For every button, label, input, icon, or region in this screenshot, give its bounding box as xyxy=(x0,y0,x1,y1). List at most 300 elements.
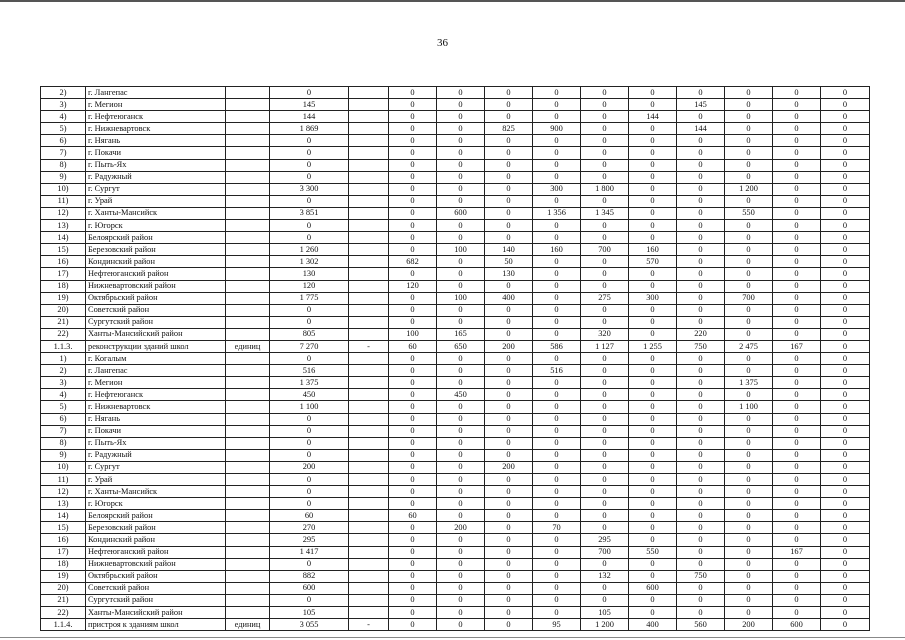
value-cell: 0 xyxy=(485,413,533,425)
value-cell xyxy=(349,534,389,546)
value-cell: 0 xyxy=(533,558,581,570)
value-cell: 0 xyxy=(485,353,533,365)
value-cell: 0 xyxy=(533,425,581,437)
value-cell: 0 xyxy=(270,171,349,183)
value-cell: 0 xyxy=(533,437,581,449)
value-cell: 0 xyxy=(485,607,533,619)
value-cell: 0 xyxy=(773,534,821,546)
value-cell: 516 xyxy=(533,365,581,377)
value-cell: 0 xyxy=(629,87,677,99)
value-cell: 0 xyxy=(581,558,629,570)
value-cell: 0 xyxy=(773,449,821,461)
value-cell: 600 xyxy=(270,582,349,594)
value-cell: 0 xyxy=(389,449,437,461)
value-cell: 0 xyxy=(629,594,677,606)
value-cell: 0 xyxy=(821,413,870,425)
value-cell: 0 xyxy=(270,413,349,425)
value-cell: 0 xyxy=(821,461,870,473)
value-cell: 0 xyxy=(581,474,629,486)
value-cell: 0 xyxy=(533,159,581,171)
value-cell: 0 xyxy=(821,304,870,316)
table-row xyxy=(41,594,870,606)
value-cell: 1 127 xyxy=(581,340,629,352)
value-cell: 0 xyxy=(821,195,870,207)
row-number-cell: 14) xyxy=(41,510,86,522)
table-row xyxy=(41,619,870,631)
row-number-cell: 12) xyxy=(41,207,86,219)
value-cell: 0 xyxy=(821,232,870,244)
value-cell: 0 xyxy=(581,510,629,522)
value-cell: 165 xyxy=(437,328,485,340)
row-number-cell: 15) xyxy=(41,244,86,256)
value-cell: 0 xyxy=(773,207,821,219)
value-cell: 0 xyxy=(773,558,821,570)
table-row xyxy=(41,111,870,123)
value-cell: 0 xyxy=(821,558,870,570)
value-cell: 1 100 xyxy=(270,401,349,413)
value-cell: 0 xyxy=(485,522,533,534)
value-cell: 0 xyxy=(270,304,349,316)
value-cell: 0 xyxy=(270,135,349,147)
value-cell: 0 xyxy=(725,316,773,328)
value-cell: 0 xyxy=(533,268,581,280)
value-cell: 0 xyxy=(437,135,485,147)
value-cell: 0 xyxy=(821,292,870,304)
value-cell: 0 xyxy=(533,401,581,413)
value-cell xyxy=(349,522,389,534)
value-cell xyxy=(349,232,389,244)
value-cell xyxy=(349,244,389,256)
value-cell: 0 xyxy=(533,607,581,619)
table-row xyxy=(41,486,870,498)
value-cell xyxy=(349,425,389,437)
row-label-cell: пристроя к зданиям школ xyxy=(86,619,226,631)
row-label-cell: г. Нижневартовск xyxy=(86,401,226,413)
value-cell xyxy=(226,195,270,207)
value-cell: 0 xyxy=(533,449,581,461)
row-label-cell: г. Лангепас xyxy=(86,365,226,377)
value-cell xyxy=(226,594,270,606)
table-row xyxy=(41,353,870,365)
value-cell: 0 xyxy=(677,594,725,606)
value-cell: 3 300 xyxy=(270,183,349,195)
value-cell: 1 200 xyxy=(725,183,773,195)
value-cell: 0 xyxy=(437,558,485,570)
value-cell: 0 xyxy=(389,570,437,582)
value-cell: 0 xyxy=(725,558,773,570)
value-cell xyxy=(349,87,389,99)
value-cell xyxy=(349,486,389,498)
row-label-cell: Кондинский район xyxy=(86,256,226,268)
value-cell: 0 xyxy=(581,582,629,594)
row-label-cell: Нижневартовский район xyxy=(86,558,226,570)
value-cell: 0 xyxy=(389,522,437,534)
row-label-cell: г. Пыть-Ях xyxy=(86,437,226,449)
row-number-cell: 13) xyxy=(41,498,86,510)
value-cell: 0 xyxy=(389,316,437,328)
value-cell: 0 xyxy=(485,582,533,594)
value-cell: 0 xyxy=(389,365,437,377)
value-cell: 0 xyxy=(437,486,485,498)
value-cell: 0 xyxy=(725,268,773,280)
value-cell: 0 xyxy=(629,522,677,534)
value-cell: 275 xyxy=(581,292,629,304)
row-label-cell: Кондинский район xyxy=(86,534,226,546)
table-row xyxy=(41,328,870,340)
value-cell: 0 xyxy=(629,377,677,389)
value-cell: единиц xyxy=(226,340,270,352)
value-cell: 0 xyxy=(677,268,725,280)
value-cell: 0 xyxy=(821,268,870,280)
row-number-cell: 5) xyxy=(41,123,86,135)
value-cell: 0 xyxy=(821,377,870,389)
value-cell: 0 xyxy=(581,486,629,498)
value-cell: 0 xyxy=(821,340,870,352)
value-cell: 295 xyxy=(581,534,629,546)
value-cell xyxy=(226,135,270,147)
value-cell xyxy=(349,111,389,123)
value-cell: 0 xyxy=(725,87,773,99)
row-label-cell: г. Урай xyxy=(86,195,226,207)
value-cell: 0 xyxy=(821,389,870,401)
row-number-cell: 8) xyxy=(41,437,86,449)
table-row xyxy=(41,207,870,219)
table-row xyxy=(41,280,870,292)
table-row xyxy=(41,316,870,328)
value-cell: 0 xyxy=(533,256,581,268)
value-cell: 0 xyxy=(533,232,581,244)
value-cell: 1 100 xyxy=(725,401,773,413)
value-cell xyxy=(226,461,270,473)
value-cell: 0 xyxy=(270,594,349,606)
value-cell: 0 xyxy=(725,232,773,244)
value-cell xyxy=(226,268,270,280)
value-cell: 2 475 xyxy=(725,340,773,352)
value-cell: 0 xyxy=(485,474,533,486)
value-cell: 0 xyxy=(725,425,773,437)
value-cell: 105 xyxy=(581,607,629,619)
value-cell: 0 xyxy=(485,195,533,207)
value-cell: - xyxy=(349,619,389,631)
value-cell: 167 xyxy=(773,340,821,352)
value-cell: 0 xyxy=(270,498,349,510)
table-row xyxy=(41,546,870,558)
value-cell: 0 xyxy=(437,607,485,619)
value-cell: 0 xyxy=(821,171,870,183)
value-cell xyxy=(226,474,270,486)
value-cell: 0 xyxy=(677,486,725,498)
value-cell xyxy=(349,195,389,207)
value-cell xyxy=(349,292,389,304)
value-cell: 0 xyxy=(773,87,821,99)
table-row xyxy=(41,401,870,413)
value-cell: 60 xyxy=(389,510,437,522)
row-label-cell: г. Мегион xyxy=(86,99,226,111)
value-cell: 100 xyxy=(437,244,485,256)
value-cell: 105 xyxy=(270,607,349,619)
row-label-cell: Ханты-Мансийский район xyxy=(86,328,226,340)
value-cell: 0 xyxy=(389,546,437,558)
value-cell xyxy=(349,413,389,425)
value-cell: 0 xyxy=(437,232,485,244)
table-row xyxy=(41,570,870,582)
value-cell: 0 xyxy=(389,304,437,316)
value-cell xyxy=(349,498,389,510)
value-cell: 0 xyxy=(437,534,485,546)
value-cell: 0 xyxy=(485,171,533,183)
value-cell: 1 302 xyxy=(270,256,349,268)
row-number-cell: 19) xyxy=(41,292,86,304)
value-cell: 1 345 xyxy=(581,207,629,219)
row-number-cell: 7) xyxy=(41,425,86,437)
value-cell: 0 xyxy=(677,256,725,268)
value-cell: 0 xyxy=(270,474,349,486)
row-number-cell: 21) xyxy=(41,594,86,606)
value-cell: 0 xyxy=(773,437,821,449)
value-cell xyxy=(226,546,270,558)
value-cell xyxy=(349,461,389,473)
value-cell: 0 xyxy=(437,449,485,461)
value-cell: 0 xyxy=(389,123,437,135)
value-cell: 0 xyxy=(677,413,725,425)
value-cell: 0 xyxy=(270,232,349,244)
table-row xyxy=(41,232,870,244)
value-cell xyxy=(349,123,389,135)
value-cell: 0 xyxy=(485,486,533,498)
row-label-cell: г. Сургут xyxy=(86,461,226,473)
value-cell: 0 xyxy=(725,594,773,606)
value-cell: 160 xyxy=(533,244,581,256)
row-number-cell: 3) xyxy=(41,99,86,111)
table-row xyxy=(41,498,870,510)
value-cell: 0 xyxy=(389,461,437,473)
value-cell: 0 xyxy=(773,377,821,389)
row-number-cell: 20) xyxy=(41,582,86,594)
value-cell: 0 xyxy=(629,316,677,328)
value-cell xyxy=(226,437,270,449)
row-label-cell: г. Когалым xyxy=(86,353,226,365)
table-row xyxy=(41,183,870,195)
value-cell: 0 xyxy=(389,582,437,594)
value-cell: 0 xyxy=(677,461,725,473)
value-cell: 0 xyxy=(437,401,485,413)
value-cell: 200 xyxy=(485,340,533,352)
value-cell: 0 xyxy=(725,147,773,159)
row-number-cell: 17) xyxy=(41,268,86,280)
value-cell: 0 xyxy=(533,413,581,425)
value-cell: 0 xyxy=(629,147,677,159)
value-cell: 0 xyxy=(437,461,485,473)
value-cell: 0 xyxy=(389,534,437,546)
value-cell: 0 xyxy=(821,147,870,159)
value-cell: 0 xyxy=(533,582,581,594)
row-number-cell: 12) xyxy=(41,486,86,498)
value-cell xyxy=(226,582,270,594)
table-row xyxy=(41,159,870,171)
value-cell: 0 xyxy=(725,353,773,365)
value-cell: 0 xyxy=(677,220,725,232)
value-cell xyxy=(349,449,389,461)
value-cell: 0 xyxy=(773,304,821,316)
value-cell: 0 xyxy=(773,474,821,486)
value-cell: 750 xyxy=(677,340,725,352)
value-cell: 0 xyxy=(270,87,349,99)
value-cell: 0 xyxy=(581,377,629,389)
value-cell: 0 xyxy=(485,619,533,631)
value-cell: 0 xyxy=(389,87,437,99)
value-cell: 200 xyxy=(725,619,773,631)
value-cell: 0 xyxy=(677,377,725,389)
scan-bottom-edge xyxy=(0,637,905,638)
value-cell: 0 xyxy=(389,486,437,498)
table-row xyxy=(41,147,870,159)
value-cell: 0 xyxy=(677,87,725,99)
value-cell xyxy=(349,510,389,522)
value-cell: 3 851 xyxy=(270,207,349,219)
value-cell: 0 xyxy=(581,449,629,461)
value-cell: 120 xyxy=(389,280,437,292)
value-cell: 0 xyxy=(629,183,677,195)
value-cell: 0 xyxy=(821,280,870,292)
value-cell: 450 xyxy=(437,389,485,401)
value-cell: 0 xyxy=(437,546,485,558)
row-label-cell: Сургутский район xyxy=(86,594,226,606)
value-cell: 0 xyxy=(725,304,773,316)
row-number-cell: 14) xyxy=(41,232,86,244)
table-row xyxy=(41,99,870,111)
scan-top-edge xyxy=(0,0,905,2)
value-cell: 0 xyxy=(725,171,773,183)
value-cell: 0 xyxy=(437,99,485,111)
row-number-cell: 22) xyxy=(41,328,86,340)
value-cell: 60 xyxy=(389,340,437,352)
value-cell: 0 xyxy=(437,87,485,99)
value-cell: 0 xyxy=(437,280,485,292)
value-cell: 7 270 xyxy=(270,340,349,352)
value-cell: 140 xyxy=(485,244,533,256)
value-cell xyxy=(349,401,389,413)
value-cell: 0 xyxy=(533,87,581,99)
value-cell: 0 xyxy=(821,594,870,606)
value-cell: 0 xyxy=(581,256,629,268)
value-cell xyxy=(349,570,389,582)
value-cell: 0 xyxy=(677,135,725,147)
value-cell: 0 xyxy=(389,220,437,232)
value-cell: 0 xyxy=(629,171,677,183)
table-row xyxy=(41,340,870,352)
value-cell: 0 xyxy=(773,316,821,328)
value-cell: 0 xyxy=(485,449,533,461)
value-cell xyxy=(226,570,270,582)
value-cell: 0 xyxy=(725,461,773,473)
value-cell: 0 xyxy=(437,316,485,328)
value-cell: 0 xyxy=(821,522,870,534)
table-row xyxy=(41,220,870,232)
value-cell: 0 xyxy=(677,159,725,171)
value-cell: 0 xyxy=(581,159,629,171)
value-cell: 0 xyxy=(485,207,533,219)
value-cell: 0 xyxy=(677,437,725,449)
value-cell: 0 xyxy=(533,328,581,340)
value-cell: 0 xyxy=(725,486,773,498)
table-body xyxy=(41,87,870,631)
value-cell: 0 xyxy=(773,522,821,534)
value-cell: 0 xyxy=(677,522,725,534)
value-cell: 0 xyxy=(677,171,725,183)
value-cell: 0 xyxy=(533,195,581,207)
value-cell: 0 xyxy=(821,365,870,377)
value-cell: 0 xyxy=(437,183,485,195)
value-cell: 0 xyxy=(677,558,725,570)
value-cell: 0 xyxy=(389,377,437,389)
value-cell: 0 xyxy=(773,147,821,159)
table-row xyxy=(41,461,870,473)
value-cell: 0 xyxy=(773,232,821,244)
value-cell xyxy=(349,365,389,377)
value-cell: 0 xyxy=(581,316,629,328)
row-number-cell: 19) xyxy=(41,570,86,582)
value-cell: 0 xyxy=(485,111,533,123)
value-cell xyxy=(226,292,270,304)
value-cell: 0 xyxy=(389,413,437,425)
value-cell: 0 xyxy=(533,171,581,183)
value-cell: 0 xyxy=(773,220,821,232)
value-cell: 0 xyxy=(629,437,677,449)
value-cell: - xyxy=(349,340,389,352)
value-cell: 0 xyxy=(677,183,725,195)
value-cell: 0 xyxy=(725,570,773,582)
row-number-cell: 2) xyxy=(41,87,86,99)
value-cell: 0 xyxy=(581,413,629,425)
value-cell: 0 xyxy=(725,111,773,123)
value-cell xyxy=(349,377,389,389)
page-number: 36 xyxy=(437,37,448,49)
value-cell: 0 xyxy=(389,292,437,304)
value-cell: 0 xyxy=(485,232,533,244)
row-label-cell: г. Пыть-Ях xyxy=(86,159,226,171)
value-cell: 550 xyxy=(629,546,677,558)
value-cell: 0 xyxy=(485,280,533,292)
value-cell: 0 xyxy=(533,510,581,522)
row-label-cell: г. Радужный xyxy=(86,449,226,461)
value-cell: 0 xyxy=(437,256,485,268)
value-cell xyxy=(226,171,270,183)
value-cell: 0 xyxy=(270,147,349,159)
row-label-cell: г. Нефтеюганск xyxy=(86,111,226,123)
value-cell: 0 xyxy=(389,401,437,413)
table-row xyxy=(41,292,870,304)
value-cell: 1 375 xyxy=(725,377,773,389)
value-cell: 0 xyxy=(485,328,533,340)
value-cell xyxy=(349,316,389,328)
value-cell: 200 xyxy=(270,461,349,473)
value-cell: 0 xyxy=(485,389,533,401)
value-cell xyxy=(349,99,389,111)
table-row xyxy=(41,135,870,147)
value-cell: 0 xyxy=(581,220,629,232)
value-cell xyxy=(226,486,270,498)
value-cell: 0 xyxy=(270,449,349,461)
value-cell: 560 xyxy=(677,619,725,631)
value-cell: 0 xyxy=(677,534,725,546)
value-cell: 144 xyxy=(270,111,349,123)
value-cell: 0 xyxy=(821,328,870,340)
value-cell: 0 xyxy=(533,570,581,582)
value-cell: 0 xyxy=(389,207,437,219)
value-cell: 0 xyxy=(437,377,485,389)
value-cell: 0 xyxy=(773,498,821,510)
table-row xyxy=(41,87,870,99)
